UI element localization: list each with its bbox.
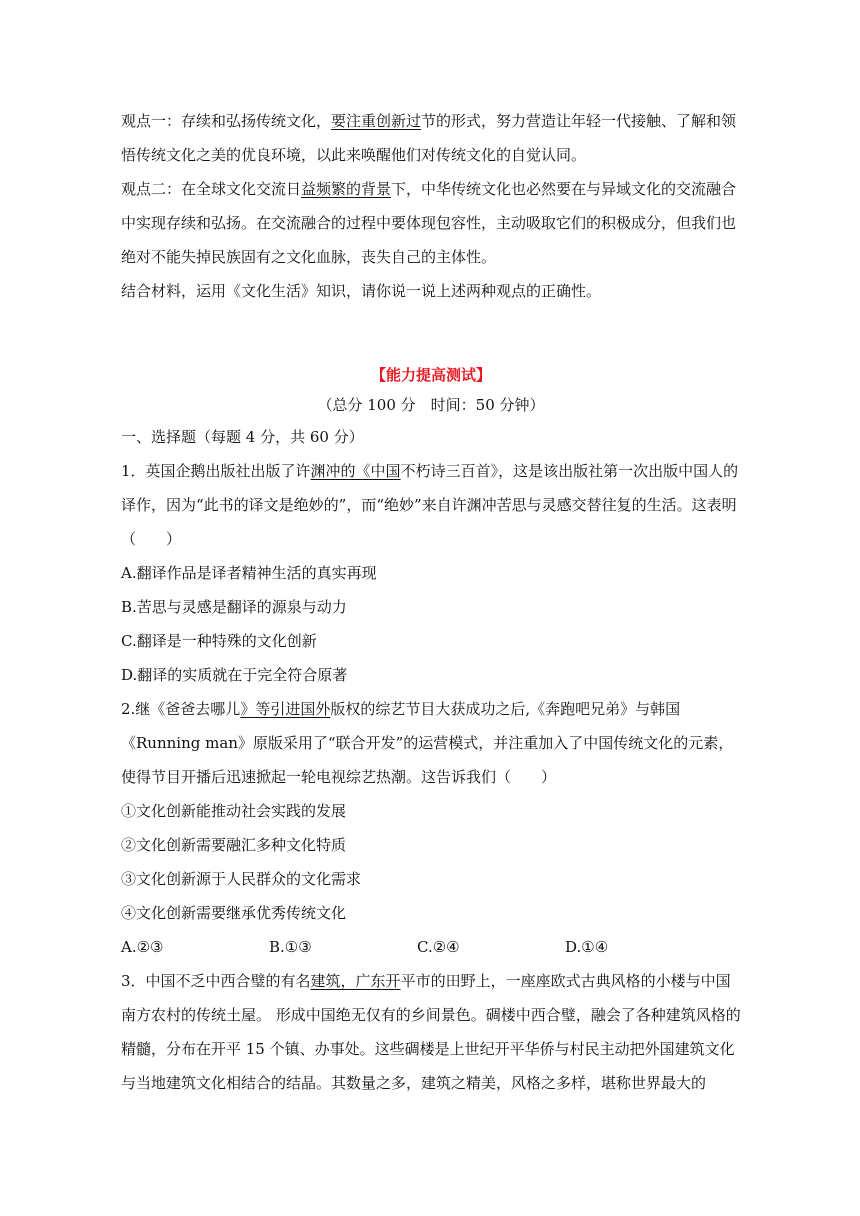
q2-option-d: D.①④ [565, 938, 609, 956]
text-run: 下，中华传统文化也必然要在与异域文化的交流融合中实现存续和弘扬。在交流融合的过程中要体现包容性，主动吸取它们的积极成分，但我们也绝对不能失掉民族固有之文化血脉，丧失自己的主体性。 [121, 180, 737, 266]
question-1 [121, 454, 741, 556]
text-run: 3．中国不乏中西合璧的有名 [121, 972, 311, 990]
task-prompt: 结合材料，运用《文化生活》知识，请你说一说上述两种观点的正确性。 [121, 282, 602, 300]
underlined-text: 益频繁的背景 [301, 180, 392, 198]
q2-option-a: A.②③ [121, 938, 164, 956]
section-subtitle: （总分 100 分 时间：50 分钟） [317, 396, 545, 414]
part-heading: 一、选择题（每题 4 分，共 60 分） [121, 428, 364, 446]
q1-option-c: C.翻译是一种特殊的文化创新 [121, 632, 317, 650]
document-content [121, 104, 741, 1100]
text-run: 观点一：存续和弘扬传统文化， [121, 112, 332, 130]
q2-item-1: ①文化创新能推动社会实践的发展 [121, 802, 347, 820]
spacer [121, 308, 741, 360]
text-run: 版权的综艺节目大获成功之后,《奔跑吧兄弟》与韩国《Running man》原版采用了“联合开发”的运营模式，并注重加入了中国传统文化的元素，使得节目开播后迅速掀起一轮电视综艺热潮。这告诉我们（ ） [121, 700, 734, 786]
text-run: 平市的田野上，一座座欧式古典风格的小楼与中国南方农村的传统土屋。 形成中国绝无仅有的乡间景色。碉楼中西合璧，融会了各种建筑风格的精髓，分布在开平 15 个镇、办事处。这些碉楼是上世纪开平华侨与村民主动把外国建筑文化与当地建筑文化相结合的结晶。其数量之多，建筑之精美，风格之多样，堪称世界最大的 [121, 972, 741, 1092]
viewpoint-one [121, 104, 741, 172]
question-2 [121, 692, 741, 794]
viewpoint-two [121, 172, 741, 274]
underlined-text: 渊冲的《中国 [310, 462, 401, 480]
text-run: 观点二：在全球文化交流日 [121, 180, 302, 198]
question-3 [121, 964, 741, 1100]
underlined-text: 建筑，广东开 [310, 972, 401, 990]
underlined-text: 要注重创新过 [331, 112, 422, 130]
text-run: 不朽诗三百首》，这是该出版社第一次出版中国人的译作，因为“此书的译文是绝妙的”，而“绝妙”来自许渊冲苦思与灵感交替往复的生活。这表明（ ） [121, 462, 739, 548]
q1-option-a: A.翻译作品是译者精神生活的真实再现 [121, 564, 377, 582]
section-title: 【能力提高测试】 [370, 366, 491, 384]
q2-item-4: ④文化创新需要继承优秀传统文化 [121, 904, 347, 922]
q2-option-b: B.①③ [269, 938, 312, 956]
q2-options [121, 930, 741, 964]
text-run: 2.继《爸爸去哪儿 [121, 700, 241, 718]
q1-option-d: D.翻译的实质就在于完全符合原著 [121, 666, 348, 684]
text-run: 1．英国企鹅出版社出版了许 [121, 462, 311, 480]
q1-option-b: B.苦思与灵感是翻译的源泉与动力 [121, 598, 347, 616]
text-run: 节的形式，努力营造让年轻一代接触、了解和领悟传统文化之美的优良环境，以此来唤醒他们对传统文化的自觉认同。 [121, 112, 737, 164]
underlined-text: 》等引进国外 [240, 700, 331, 718]
q2-option-c: C.②④ [417, 938, 460, 956]
q2-item-2: ②文化创新需要融汇多种文化特质 [121, 836, 347, 854]
q2-item-3: ③文化创新源于人民群众的文化需求 [121, 870, 362, 888]
